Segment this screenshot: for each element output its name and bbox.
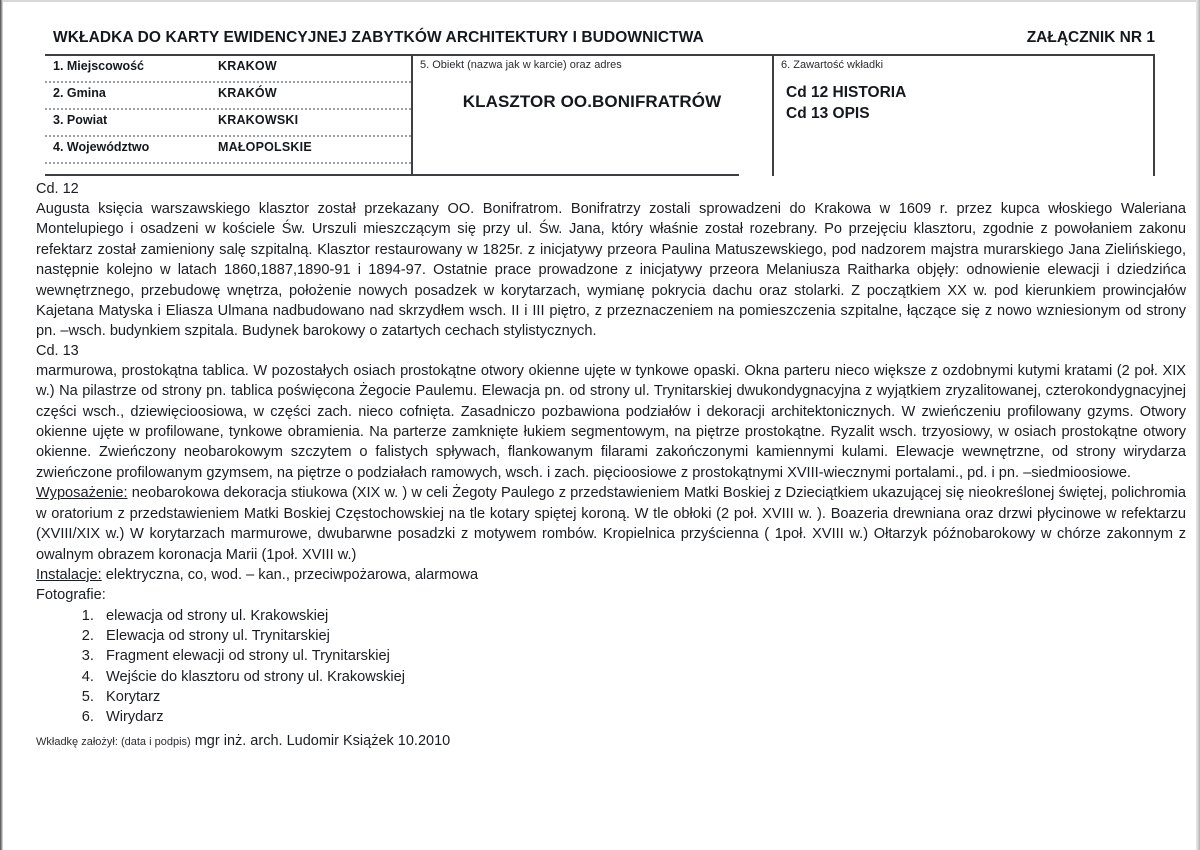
header-table: [45, 56, 1155, 176]
equipment-paragraph: [36, 483, 1186, 565]
content-entry-opis: Cd 13 OPIS: [786, 105, 870, 122]
photos-label: Fotografie:: [36, 587, 106, 604]
document-sheet: [3, 2, 1196, 848]
field-label-gmina: 2. Gmina: [53, 86, 106, 100]
field-value-wojewodztwo: MAŁOPOLSKIE: [218, 140, 312, 154]
field-label-wojewodztwo: 4. Województwo: [53, 140, 150, 154]
signature-value: mgr inż. arch. Ludomir Książek 10.2010: [190, 732, 451, 749]
section-label-cd12: Cd. 12: [36, 181, 79, 197]
content-entry-historia: Cd 12 HISTORIA: [786, 84, 907, 101]
header-table-right-edge: [1153, 56, 1155, 176]
field-value-powiat: KRAKOWSKI: [218, 113, 299, 127]
field-value-gmina: KRAKÓW: [218, 86, 277, 100]
field-row-gmina: [45, 83, 411, 110]
field-row-wojewodztwo: [45, 137, 411, 164]
list-item: 5. Korytarz: [98, 687, 1186, 707]
signature-line: [36, 732, 1186, 751]
list-item: 4. Wejście do klasztoru od strony ul. Krakowskiej: [98, 667, 1186, 687]
section-label-cd13: Cd. 13: [36, 342, 79, 359]
field-row-powiat: [45, 110, 411, 137]
document-body: [36, 180, 1186, 765]
object-cell: [413, 56, 771, 176]
equipment-label: Wyposażenie:: [36, 485, 128, 502]
page-edge-right: [1196, 0, 1200, 850]
content-cell-caption: 6. Zawartość wkładki: [781, 59, 884, 71]
list-item: 1. elewacja od strony ul. Krakowskiej: [98, 606, 1186, 626]
document-header-title-row: [45, 29, 1155, 55]
section-text-cd12: Augusta księcia warszawskiego klasztor został przekazany OO. Bonifratrom. Bonifratrzy zostali sprowadzeni do Krakowa w 1609 r. przez kupca włoskiego Waleriana Montelupiego i osadzeni w kościele Św. Urszuli mieszczącym się przy ul. Św. Jana, który właśnie został rozebrany. Po przejęciu klasztoru, zgodnie z powołaniem zakonu refektarz został zamieniony salę szpitalną. Klasztor restaurowany w 1825r. z inicjatywy przeora Paulina Matuszewskiego, pod nadzorem majstra murarskiego Jana Zielińskiego, następnie kolejno w latach 1860,1887,1890-91 i 1894-97. Ostatnie prace prowadzone z inicjatywy przeora Melaniusza Raitharka objęły: odnowienie elewacji i dziedzińca wewnętrznego, przebudowę wnętrza, położenie nowych posadzek w korytarzach, wymianę pokrycia dachu oraz stolarki. Z początkiem XX w. pod kierunkiem prowincjałów Kajetana Matyska i Eliasza Ulmana nadbudowano nad skrzydłem wsch. II i III piętro, z przeznaczeniem na pomieszczenia szpitalne, łączące się z nowo wzniesionym od strony pn. –wsch. budynkiem szpitala. Budynek barokowy o zatartych cechach stylistycznych.: [36, 201, 1186, 340]
section-text-cd13: marmurowa, prostokątna tablica. W pozostałych osiach prostokątne otwory okienne ujęte w tynkowe opaski. Okna parteru nieco większe z ozdobnymi kutymi kratami (2 poł. XIX w.) Na pilastrze od strony pn. tablica poświęcona Żegocie Paulemu. Elewacja pn. od strony ul. Trynitarskiej dwukondygnacyjna z wyjątkiem zryzalitowanej, czterokondygnacyjnej części wsch., dziewięcioosiowa, w części zach. nieco cofnięta. Zasadniczo pozbawiona podziałów i dekoracji architektonicznych. W zwieńczeniu profilowany gzyms. Otwory okienne ujęte w profilowane, tynkowe obramienia. Na parterze zamknięte łukiem segmentowym, na piętrze prostokątne. Ryzalit wsch. trzyosiowy, w osiach prostokątne otwory okienne. Zwieńczony neobarokowym szczytem o falistych spływach, flankowanym filarami zakończonymi kamiennymi kulami. Elewacje wewnętrzne, od strony wirydarza zwieńczone profilowanym gzymsem, na piętrze o podziałach ramowych, wsch. i zach. pięcioosiowe z prostokątnymi XVIII-wiecznymi portalami., pd. i pn. –siedmioosiowe.: [36, 362, 1186, 481]
list-item: 2. Elewacja od strony ul. Trynitarskiej: [98, 626, 1186, 646]
list-item: 6. Wirydarz: [98, 707, 1186, 727]
content-cell: [774, 56, 1153, 176]
location-fields-column: [45, 56, 411, 176]
signature-prefix-label: Wkładkę założył: (data i podpis): [36, 735, 191, 748]
field-label-miejscowosc: 1. Miejscowość: [53, 59, 145, 73]
equipment-text: neobarokowa dekoracja stiukowa (XIX w. ) w celi Żegoty Paulego z przedstawieniem Matki Boskiej z Dzieciątkiem ukazującej się nieokreślonej świętej, polichromia w oratorium z przedstawieniem Matki Boskiej Częstochowskiej na tle kotary spiętej koroną. W tle obłoki (2 poł. XVIII w. ). Boazeria drewniana oraz drzwi płycinowe w refektarzu (XVIII/XIX w.) W korytarzach marmurowe, dwubarwne posadzki z motywem rombów. Kropielnica przyścienna ( 1poł. XVIII w.) Ołtarzyk późnobarokowy w chórze zakonnym z owalnym obrazem koronacja Marii (1poł. XVIII w.): [36, 485, 1186, 563]
field-row-miejscowosc: [45, 56, 411, 83]
object-cell-caption: 5. Obiekt (nazwa jak w karcie) oraz adres: [420, 59, 622, 71]
photos-list: [36, 606, 1186, 728]
field-value-miejscowosc: KRAKOW: [218, 59, 277, 73]
page-title: WKŁADKA DO KARTY EWIDENCYJNEJ ZABYTKÓW ARCHITEKTURY I BUDOWNICTWA: [53, 29, 704, 46]
object-name-value: KLASZTOR OO.BONIFRATRÓW: [462, 92, 722, 111]
installations-paragraph: [36, 565, 1186, 585]
field-underline: [45, 162, 411, 164]
annex-number-label: ZAŁĄCZNIK NR 1: [1026, 29, 1155, 46]
list-item: 3. Fragment elewacji od strony ul. Trynitarskiej: [98, 646, 1186, 666]
installations-label: Instalacje:: [36, 566, 102, 583]
installations-text: elektryczna, co, wod. – kan., przeciwpożarowa, alarmowa: [101, 566, 479, 583]
field-label-powiat: 3. Powiat: [53, 113, 108, 127]
